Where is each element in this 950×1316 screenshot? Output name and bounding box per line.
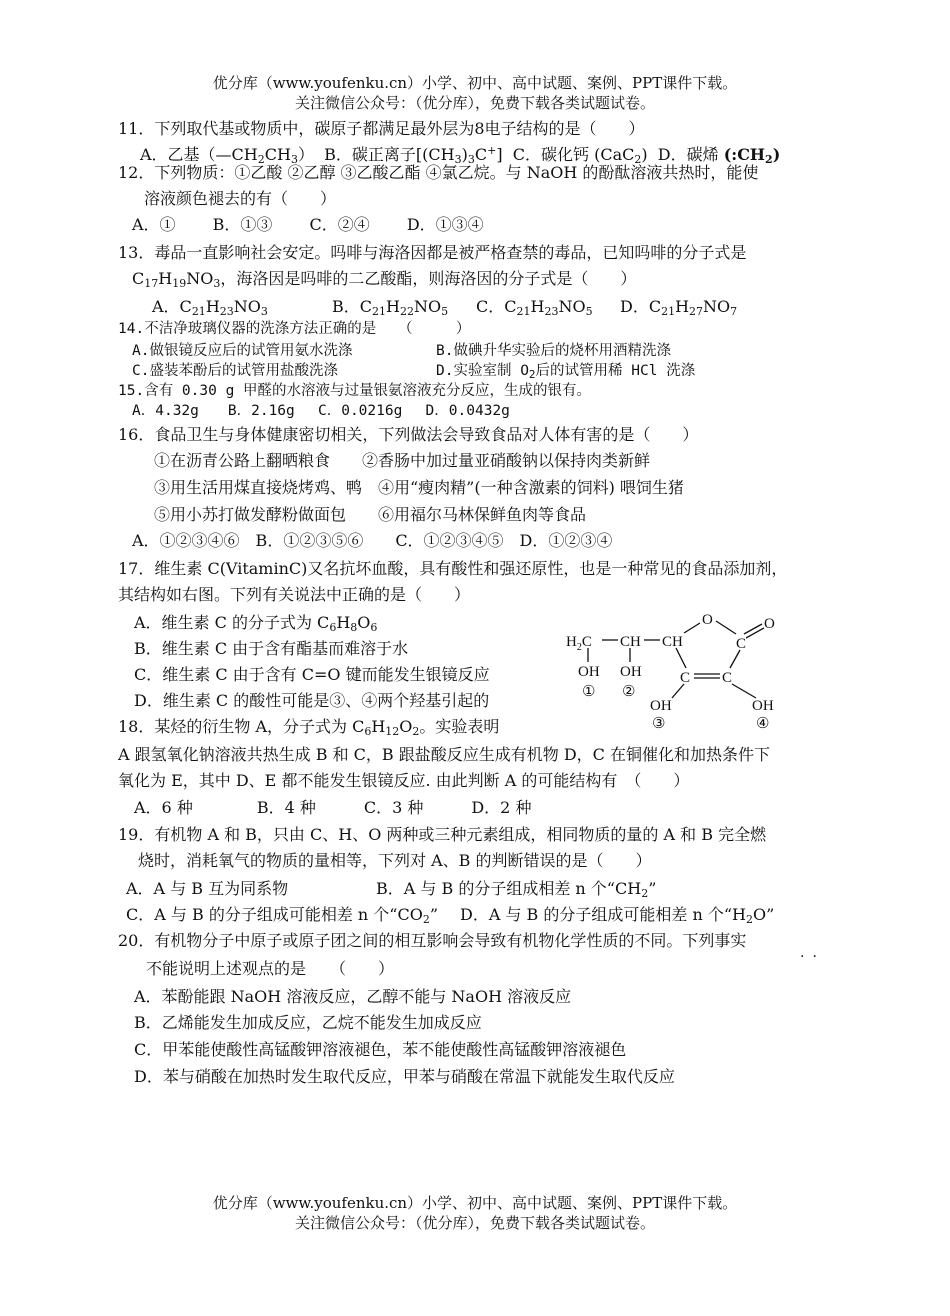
q11-stem: 11．下列取代基或物质中，碳原子都满足最外层为8电子结构的是（ ）: [118, 119, 645, 138]
q20-stem-line-1: 20．有机物分子中原子或原子团之间的相互影响会导致有机物化学性质的不同。下列事实: [118, 931, 747, 950]
q13-option-a: A．$C_{21}H_{23}NO_3$: [152, 297, 268, 318]
q14-stem: 14.不洁净玻璃仪器的洗涤方法正确的是 （ ）: [118, 321, 471, 337]
bond-ch-c-left: [676, 648, 686, 668]
vitamin-c-structure-diagram: [560, 606, 800, 734]
q17-stem-line-1: 17．维生素 C(VitaminC)又名抗坏血酸，具有酸性和强还原性，也是一种常见的食品添加剂，: [118, 559, 788, 578]
struct-ring-ch-label: CH: [662, 634, 683, 650]
bond-carbonyl-c-right: [730, 650, 740, 668]
q15-stem: 15.含有 0.30 g 甲醛的水溶液与过量银氨溶液充分反应，生成的银有。: [118, 383, 592, 399]
q16-options: A．①②③④⑥ B．①②③⑤⑥ C．①②③④⑤ D．①②③④: [132, 531, 613, 550]
q18-stem-line-2: A 跟氢氧化钠溶液共热生成 B 和 C，B 跟盐酸反应生成有机物 D，C 在铜催化和加热条件下: [118, 745, 770, 764]
q12-stem-line-1: 12．下列物质：①乙酸 ②乙醇 ③乙酸乙酯 ④氯乙烷。与 NaOH 的酚酞溶液共热时，能使: [118, 163, 759, 182]
footer-line-2: 关注微信公众号：（优分库），免费下载各类试题试卷。: [294, 1214, 655, 1232]
footer-line-1: 优分库（www.youfenku.cn）小学、初中、高中试题、案例、PPT课件下载。: [212, 1194, 738, 1212]
bond-co-double-2: [744, 624, 762, 634]
struct-label-2: ②: [622, 684, 636, 700]
q11-option-c: C．碳化钙 (CaC$_2$): [512, 145, 648, 166]
q12-options: A．① B．①③ C．②④ D．①③④: [132, 215, 484, 234]
struct-oh-1: OH: [578, 664, 600, 680]
q13-option-d: D．$C_{21}H_{27}NO_7$: [620, 297, 738, 318]
struct-ring-oxygen: O: [702, 612, 713, 628]
q14-option-a: A.做银镜反应后的试管用氨水洗涤: [132, 343, 353, 359]
q13-stem-line-1: 13．毒品一直影响社会安定。吗啡与海洛因都是被严格查禁的毒品，已知吗啡的分子式是: [118, 243, 747, 262]
struct-label-4: ④: [756, 716, 770, 732]
q19-stem-line-2: 烧时，消耗氧气的物质的量相等，下列对 A、B 的判断错误的是（ ）: [138, 851, 652, 870]
q20-stem-line-2: 不能说明上述观点的是 （ ）: [146, 959, 395, 978]
q18-stem-line-1: 18．某烃的衍生物 A，分子式为 $C_6H_{12}O_2$。实验表明: [118, 717, 500, 738]
q17-option-b: B．维生素 C 由于含有酯基而难溶于水: [134, 639, 409, 658]
q13-option-b: B．$C_{21}H_{22}NO_5$: [332, 297, 449, 318]
struct-h2c-label: $H_2C$: [566, 634, 592, 653]
struct-c-right: C: [722, 670, 733, 686]
bond-c-left-oh: [672, 684, 684, 698]
bond-co-double-1: [746, 628, 764, 638]
q19-stem-line-1: 19．有机物 A 和 B，只由 C、H、O 两种或三种元素组成，相同物质的量的 A 和 B 完全燃: [118, 825, 767, 844]
struct-ch-label: CH: [620, 634, 641, 650]
q11-option-a: A．乙基$(—CH_2CH_3)$: [140, 145, 314, 166]
q11-option-b: B．碳正离子$[(CH_3)_3C^+]$: [324, 144, 503, 166]
q16-item-line-3: ⑤用小苏打做发酵粉做面包 ⑥用福尔马林保鲜鱼肉等食品: [154, 505, 587, 524]
struct-carbonyl-carbon: C: [736, 636, 747, 652]
q13-stem-line-2: $C_{17}H_{19}NO_3$，海洛因是吗啡的二乙酸酯，则海洛因的分子式是（ ）: [132, 269, 637, 290]
q11-option-d: D．碳烯 $(:CH_2)$: [657, 145, 781, 166]
bond-ring-ch-o: [684, 623, 700, 633]
bond-o-carbonyl: [716, 621, 736, 634]
header-line-1: 优分库（www.youfenku.cn）小学、初中、高中试题、案例、PPT课件下载。: [212, 74, 738, 92]
q16-item-line-1: ①在沥青公路上翻晒粮食 ②香肠中加过量亚硝酸钠以保持肉类新鲜: [154, 451, 651, 470]
q18-stem-line-3: 氧化为 E，其中 D、E 都不能发生银镜反应. 由此判断 A 的可能结构有 （ ）: [118, 771, 690, 790]
q12-stem-line-2: 溶液颜色褪去的有（ ）: [144, 189, 337, 208]
q17-stem-line-2: 其结构如右图。下列有关说法中正确的是（ ）: [118, 585, 471, 604]
struct-oh-4: OH: [752, 698, 774, 714]
q15-options: A．4.32g B．2.16g C．0.0216g D．0.0432g: [132, 403, 510, 419]
struct-label-3: ③: [652, 716, 666, 732]
q14-option-d: D.实验室制 $O_2$后的试管用稀 HCl 洗涤: [436, 363, 696, 381]
q20-option-b: B．乙烯能发生加成反应，乙烷不能发生加成反应: [134, 1013, 482, 1032]
q20-option-d: D．苯与硝酸在加热时发生取代反应，甲苯与硝酸在常温下就能发生取代反应: [134, 1067, 675, 1086]
struct-c-left: C: [680, 670, 691, 686]
q19-option-b: B．A 与 B 的分子组成相差 n 个“$CH_2$”: [376, 879, 657, 900]
q17-option-a: A．维生素 C 的分子式为 $C_6H_8O_6$: [134, 613, 378, 634]
struct-oh-2: OH: [620, 664, 642, 680]
q19-option-c: C．A 与 B 的分子组成可能相差 n 个“$CO_2$”: [126, 905, 439, 926]
q20-option-c: C．甲苯能使酸性高锰酸钾溶液褪色，苯不能使酸性高锰酸钾溶液褪色: [134, 1040, 627, 1059]
q16-stem: 16．食品卫生与身体健康密切相关，下列做法会导致食品对人体有害的是（ ）: [118, 425, 699, 444]
struct-oh-3: OH: [650, 698, 672, 714]
header-line-2: 关注微信公众号：（优分库），免费下载各类试题试卷。: [294, 94, 655, 112]
struct-carbonyl-oxygen: O: [764, 616, 775, 632]
q14-option-b: B.做碘升华实验后的烧杯用酒精洗涤: [436, 343, 671, 359]
q16-item-line-2: ③用生活用煤直接烧烤鸡、鸭 ④用“瘦肉精”(一种含激素的饲料) 喂饲生猪: [154, 478, 684, 497]
q18-options: A．6 种 B．4 种 C．3 种 D．2 种: [134, 798, 532, 817]
bond-c-right-oh: [732, 684, 756, 698]
q20-emphasis-dots: ··: [800, 949, 825, 965]
q19-option-d: D．A 与 B 的分子组成可能相差 n 个“$H_2O$”: [460, 905, 775, 926]
q14-option-c: C.盛装苯酚后的试管用盐酸洗涤: [132, 363, 338, 379]
q17-option-c: C．维生素 C 由于含有 C=O 键而能发生银镜反应: [134, 665, 490, 684]
q13-option-c: C．$C_{21}H_{23}NO_5$: [476, 297, 593, 318]
q19-option-a: A．A 与 B 互为同系物: [126, 879, 289, 898]
struct-label-1: ①: [582, 684, 596, 700]
q20-option-a: A．苯酚能跟 NaOH 溶液反应，乙醇不能与 NaOH 溶液反应: [134, 987, 572, 1006]
q17-option-d: D．维生素 C 的酸性可能是③、④两个羟基引起的: [134, 691, 490, 710]
